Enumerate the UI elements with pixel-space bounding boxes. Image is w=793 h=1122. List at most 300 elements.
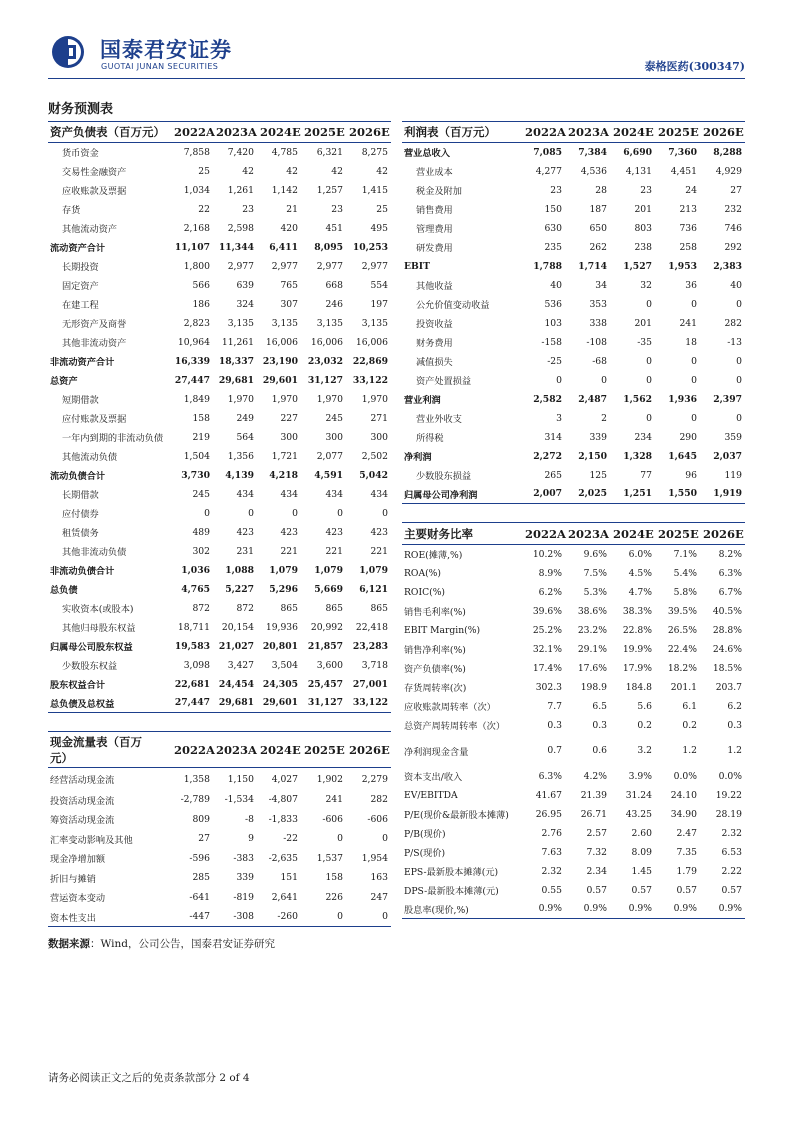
row-value: 359 — [724, 431, 742, 443]
row-value: 872 — [236, 602, 254, 614]
row-value: 6.1 — [682, 700, 697, 712]
row-label: 其他归母股东权益 — [62, 623, 136, 634]
row-value: 18 — [685, 336, 697, 348]
row-value: 1.79 — [676, 865, 697, 877]
table-row — [48, 371, 391, 390]
table-row — [48, 907, 391, 927]
row-label: 营业成本 — [416, 167, 453, 178]
row-value: 4.5% — [628, 567, 652, 579]
row-value: 338 — [589, 317, 607, 329]
row-value: 1,936 — [668, 393, 697, 405]
row-value: 184.8 — [625, 681, 652, 693]
row-value: 1.2 — [727, 745, 742, 756]
year-header: 2024E — [257, 122, 301, 143]
row-label: 公允价值变动收益 — [416, 300, 490, 311]
row-label: 营业利润 — [404, 395, 441, 406]
row-label: 其他流动资产 — [62, 224, 118, 235]
row-value: 495 — [370, 222, 388, 234]
row-value: 1,550 — [655, 485, 700, 504]
year-header: 2026E — [346, 122, 391, 143]
row-value: 19,936 — [265, 621, 298, 633]
row-value: 8.2% — [718, 548, 742, 560]
row-value: 25,457 — [307, 678, 343, 690]
row-value: 27,447 — [174, 374, 210, 386]
row-value: 16,339 — [174, 355, 210, 367]
row-value: 630 — [544, 222, 562, 234]
table-row — [402, 583, 745, 602]
row-value: 22,681 — [174, 678, 210, 690]
row-label: ROE(摊薄,%) — [404, 550, 463, 562]
row-value: 7.35 — [676, 846, 697, 858]
row-value: 4,785 — [271, 146, 298, 158]
row-value: 0 — [601, 374, 607, 386]
row-value: 1,358 — [183, 773, 210, 785]
table-row — [402, 257, 745, 276]
row-value: 736 — [679, 222, 697, 234]
row-value: 1,088 — [225, 564, 254, 576]
row-value: 5,227 — [225, 583, 254, 595]
row-value: 21,857 — [307, 640, 343, 652]
row-value: 489 — [192, 526, 210, 538]
row-value: 6.3% — [538, 770, 562, 782]
table-row — [48, 447, 391, 466]
row-label: 存货 — [62, 205, 81, 216]
row-value: 554 — [370, 279, 388, 291]
table-row — [48, 238, 391, 257]
row-value: -25 — [547, 355, 562, 367]
row-value: 150 — [544, 203, 562, 215]
row-value: 33,122 — [352, 374, 388, 386]
row-value: 119 — [724, 469, 742, 481]
row-label: 流动资产合计 — [50, 243, 106, 254]
row-label: 净利润 — [404, 452, 432, 463]
row-value: 2,037 — [713, 450, 742, 462]
row-value: 42 — [242, 165, 254, 177]
row-value: 0 — [337, 833, 343, 845]
row-value: 2,007 — [522, 485, 565, 504]
logo-english-text: GUOTAI JUNAN SECURITIES — [101, 62, 219, 71]
row-value: 0.9% — [522, 900, 565, 919]
row-value: 40.5% — [712, 605, 742, 617]
table-row — [48, 485, 391, 504]
row-value: 0.57 — [721, 884, 742, 896]
row-value: 163 — [370, 872, 388, 884]
row-value: 31,127 — [307, 374, 343, 386]
table-row — [402, 881, 745, 900]
row-value: 6.2% — [538, 586, 562, 598]
row-value: 5,669 — [314, 583, 343, 595]
row-value: 231 — [236, 545, 254, 557]
data-source-label: 数据来源 — [48, 938, 90, 950]
row-label: 其他非流动资产 — [62, 338, 127, 349]
row-value: 2.22 — [721, 865, 742, 877]
row-value: -2,789 — [180, 794, 210, 806]
table-row — [402, 371, 745, 390]
row-value: 34 — [595, 279, 607, 291]
row-label: 其他收益 — [416, 281, 453, 292]
row-value: 42 — [331, 165, 343, 177]
row-value: 1,537 — [316, 852, 343, 864]
row-value: 423 — [280, 526, 298, 538]
row-value: 201 — [634, 203, 652, 215]
row-label: 归属母公司净利润 — [402, 485, 522, 504]
row-value: 2,977 — [361, 260, 388, 272]
table-row — [48, 768, 391, 791]
row-value: 24.10 — [670, 789, 697, 801]
row-label: EPS-最新股本摊薄(元) — [404, 867, 499, 878]
table-row — [402, 678, 745, 697]
row-value: 247 — [370, 891, 388, 903]
year-header: 2025E — [655, 122, 700, 143]
row-value: 2.60 — [631, 827, 652, 839]
row-value: 1,970 — [271, 393, 298, 405]
table-row — [402, 716, 745, 735]
row-label: 少数股东权益 — [62, 661, 118, 672]
row-value: 27,447 — [171, 694, 213, 713]
table-row — [402, 181, 745, 200]
row-value: 353 — [589, 298, 607, 310]
row-value: 6.3% — [718, 567, 742, 579]
row-label: 销售毛利率(%) — [404, 607, 466, 618]
row-value: 0 — [691, 298, 697, 310]
row-value: 4,027 — [271, 773, 298, 785]
row-label: 股息率(现价,%) — [402, 900, 522, 919]
row-value: 1,954 — [361, 852, 388, 864]
row-value: 0.2 — [682, 719, 697, 731]
row-value: 4,277 — [535, 165, 562, 177]
row-value: 0.57 — [631, 884, 652, 896]
year-header: 2026E — [700, 523, 745, 545]
row-value: 19.9% — [622, 643, 652, 655]
row-value: 10,964 — [177, 336, 210, 348]
row-value: 0.6 — [592, 745, 607, 756]
row-value: 238 — [634, 241, 652, 253]
table-row — [402, 735, 745, 767]
row-value: 6.5 — [592, 700, 607, 712]
year-header: 2022A — [171, 732, 213, 768]
row-value: -35 — [637, 336, 652, 348]
row-value: 282 — [724, 317, 742, 329]
row-value: -606 — [367, 813, 388, 825]
row-value: 2 — [601, 412, 607, 424]
row-value: 26.71 — [580, 808, 607, 820]
row-value: 650 — [589, 222, 607, 234]
row-value: 7.32 — [586, 846, 607, 858]
year-header: 2025E — [301, 122, 346, 143]
row-value: 7,360 — [668, 146, 697, 158]
row-value: 6.7% — [718, 586, 742, 598]
row-value: 22,869 — [352, 355, 388, 367]
table-row — [48, 257, 391, 276]
row-value: 221 — [325, 545, 343, 557]
row-value: 3,135 — [227, 317, 254, 329]
year-header: 2025E — [301, 732, 346, 768]
row-value: 285 — [192, 872, 210, 884]
table-row — [48, 790, 391, 810]
row-value: 16,006 — [355, 336, 388, 348]
row-value: 7,085 — [533, 146, 562, 158]
row-value: 1,257 — [316, 184, 343, 196]
logo-chinese-text: 国泰君安证券 — [100, 38, 232, 62]
row-value: 4,139 — [225, 469, 254, 481]
table-row — [48, 333, 391, 352]
row-value: 201.1 — [670, 681, 697, 693]
year-header: 2023A — [213, 732, 257, 768]
row-value: 27,001 — [352, 678, 388, 690]
row-value: 201 — [634, 317, 652, 329]
row-value: 2,582 — [533, 393, 562, 405]
row-label: 销售净利率(%) — [404, 645, 466, 656]
row-label: P/B(现价) — [404, 829, 446, 840]
row-value: 245 — [192, 488, 210, 500]
row-value: 20,154 — [221, 621, 254, 633]
table-row — [48, 829, 391, 849]
row-value: 0 — [204, 507, 210, 519]
row-value: 865 — [280, 602, 298, 614]
table-row — [48, 675, 391, 694]
row-value: 1,150 — [227, 773, 254, 785]
row-value: 235 — [544, 241, 562, 253]
row-label: 其他流动负债 — [62, 452, 118, 463]
row-value: -4,807 — [268, 794, 298, 806]
row-value: 6,690 — [623, 146, 652, 158]
row-label: 短期借款 — [62, 395, 99, 406]
table-row — [402, 659, 745, 678]
year-header: 2026E — [700, 122, 745, 143]
row-value: 2,977 — [271, 260, 298, 272]
table-row — [402, 824, 745, 843]
row-value: 2,641 — [271, 891, 298, 903]
row-value: 803 — [634, 222, 652, 234]
row-label: 总资产 — [50, 376, 78, 387]
data-source-text: ：Wind，公司公告，国泰君安证券研究 — [90, 938, 275, 950]
row-value: 7,420 — [227, 146, 254, 158]
row-value: 2,823 — [183, 317, 210, 329]
row-value: 25.2% — [532, 624, 562, 636]
row-label: 税金及附加 — [416, 186, 462, 197]
year-header: 2024E — [610, 523, 655, 545]
row-label: EBIT Margin(%) — [404, 624, 481, 636]
row-value: 17.4% — [532, 662, 562, 674]
row-value: 4,536 — [580, 165, 607, 177]
row-value: 1.2 — [682, 745, 697, 756]
row-value: 219 — [192, 431, 210, 443]
row-value: 1,970 — [227, 393, 254, 405]
row-value: 246 — [325, 298, 343, 310]
row-value: 18.2% — [667, 662, 697, 674]
row-value: 227 — [280, 412, 298, 424]
row-value: 245 — [325, 412, 343, 424]
row-value: 22 — [198, 203, 210, 215]
row-value: 25 — [376, 203, 388, 215]
row-value: 1,034 — [183, 184, 210, 196]
table-row — [48, 219, 391, 238]
row-value: 1,970 — [316, 393, 343, 405]
row-value: 21 — [286, 203, 298, 215]
row-value: 3,098 — [183, 659, 210, 671]
year-header: 2022A — [522, 523, 565, 545]
row-value: 423 — [370, 526, 388, 538]
row-value: 25 — [198, 165, 210, 177]
row-value: 38.6% — [577, 605, 607, 617]
row-value: 7.7 — [547, 700, 562, 712]
row-value: 39.5% — [667, 605, 697, 617]
row-label: 其他非流动负债 — [62, 547, 127, 558]
row-value: 158 — [325, 872, 343, 884]
row-value: 302 — [192, 545, 210, 557]
row-value: 6.53 — [721, 846, 742, 858]
row-value: 4,451 — [670, 165, 697, 177]
row-value: 0 — [646, 355, 652, 367]
row-value: 0.55 — [541, 884, 562, 896]
row-label: 投资活动现金流 — [50, 795, 115, 807]
row-value: 40 — [550, 279, 562, 291]
row-value: 24.6% — [712, 643, 742, 655]
table-row — [402, 200, 745, 219]
row-label: 在建工程 — [62, 300, 99, 311]
table-row — [402, 143, 745, 162]
company-logo-icon — [51, 35, 85, 69]
row-value: 0.57 — [676, 884, 697, 896]
row-label: DPS-最新股本摊薄(元) — [404, 886, 499, 897]
row-value: 6,411 — [269, 241, 298, 253]
row-value: 0.3 — [592, 719, 607, 731]
row-value: 3,718 — [361, 659, 388, 671]
row-label: 资本支出/收入 — [404, 772, 463, 783]
row-value: 23 — [331, 203, 343, 215]
row-value: 203.7 — [715, 681, 742, 693]
row-value: 2.32 — [541, 865, 562, 877]
row-value: 300 — [325, 431, 343, 443]
row-value: -13 — [727, 336, 742, 348]
row-value: -158 — [541, 336, 562, 348]
table-row — [402, 314, 745, 333]
row-value: 39.6% — [532, 605, 562, 617]
row-label: 管理费用 — [416, 224, 453, 235]
row-value: -1,534 — [224, 794, 254, 806]
row-value: 262 — [589, 241, 607, 253]
row-value: 21.39 — [580, 789, 607, 801]
row-value: 536 — [544, 298, 562, 310]
row-label: 总资产周转周转率（次） — [404, 721, 506, 732]
row-value: 302.3 — [535, 681, 562, 693]
row-value: 3,730 — [181, 469, 210, 481]
row-value: 1,261 — [227, 184, 254, 196]
row-value: -447 — [171, 907, 213, 927]
row-value: 187 — [589, 203, 607, 215]
table-row — [48, 143, 391, 162]
row-value: 564 — [236, 431, 254, 443]
table-row — [48, 523, 391, 542]
row-value: 29.1% — [577, 643, 607, 655]
table-row — [48, 276, 391, 295]
year-header: 2022A — [171, 122, 213, 143]
row-label: 应收账款及票据 — [62, 186, 127, 197]
header-divider — [48, 78, 745, 79]
row-label: P/S(现价) — [404, 848, 446, 859]
row-value: 249 — [236, 412, 254, 424]
row-value: 1,079 — [359, 564, 388, 576]
row-value: 186 — [192, 298, 210, 310]
income-statement-title: 利润表（百万元） — [402, 122, 522, 143]
row-label: ROIC(%) — [404, 586, 446, 598]
row-label: 资产负债率(%) — [404, 664, 466, 675]
row-value: 9 — [248, 833, 254, 845]
row-value: 639 — [236, 279, 254, 291]
row-value: 24,305 — [262, 678, 298, 690]
row-value: 0.3 — [727, 719, 742, 731]
row-value: 4.7% — [628, 586, 652, 598]
row-value: 2,977 — [316, 260, 343, 272]
row-value: 0.9% — [565, 900, 610, 919]
row-value: 1,036 — [181, 564, 210, 576]
row-value: 0 — [736, 412, 742, 424]
row-value: 18,337 — [218, 355, 254, 367]
row-label: 折旧与摊销 — [50, 873, 96, 885]
row-value: 77 — [640, 469, 652, 481]
row-label: 财务费用 — [416, 338, 453, 349]
row-value: 2.47 — [676, 827, 697, 839]
row-value: 24 — [685, 184, 697, 196]
row-value: 241 — [679, 317, 697, 329]
table-row — [402, 621, 745, 640]
row-label: 汇率变动影响及其他 — [50, 834, 133, 846]
row-value: 2,598 — [227, 222, 254, 234]
row-value: 434 — [325, 488, 343, 500]
row-value: 22,418 — [355, 621, 388, 633]
row-value: 0.9% — [700, 900, 745, 919]
row-value: 0 — [691, 412, 697, 424]
table-row — [402, 640, 745, 659]
row-value: 2,502 — [361, 450, 388, 462]
row-value: 339 — [589, 431, 607, 443]
row-value: 23 — [640, 184, 652, 196]
row-value: 809 — [192, 813, 210, 825]
balance-sheet-title: 资产负债表（百万元） — [48, 122, 171, 143]
row-value: 23,190 — [262, 355, 298, 367]
row-value: 2,383 — [713, 260, 742, 272]
row-value: 20,801 — [262, 640, 298, 652]
row-label: 投资收益 — [416, 319, 453, 330]
row-value: 1,919 — [700, 485, 745, 504]
table-row — [402, 900, 745, 919]
row-value: 3 — [556, 412, 562, 424]
table-row — [48, 200, 391, 219]
row-value: 26.95 — [535, 808, 562, 820]
row-value: 33,122 — [346, 694, 391, 713]
row-label: 现金净增加额 — [50, 854, 106, 866]
row-value: -819 — [233, 891, 254, 903]
row-value: 0 — [382, 833, 388, 845]
row-value: 125 — [589, 469, 607, 481]
row-label: 资本性支出 — [48, 907, 171, 927]
row-value: 151 — [280, 872, 298, 884]
row-value: 241 — [325, 794, 343, 806]
row-value: 19,583 — [174, 640, 210, 652]
row-value: 0 — [337, 507, 343, 519]
row-label: 总负债及总权益 — [48, 694, 171, 713]
row-value: 198.9 — [580, 681, 607, 693]
row-value: 158 — [192, 412, 210, 424]
row-value: 29,601 — [262, 374, 298, 386]
row-value: 8,275 — [361, 146, 388, 158]
row-value: 2,168 — [183, 222, 210, 234]
table-row — [402, 295, 745, 314]
row-value: 2,025 — [565, 485, 610, 504]
row-value: 2,150 — [578, 450, 607, 462]
row-value: 11,107 — [174, 241, 210, 253]
table-row — [48, 618, 391, 637]
